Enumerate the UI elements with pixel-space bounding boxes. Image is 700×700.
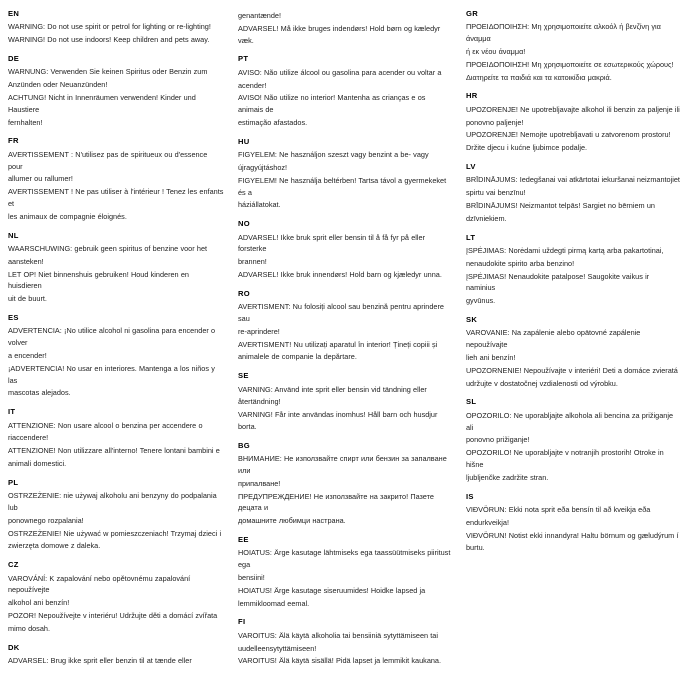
language-code: LV [466, 162, 476, 171]
language-code: EN [8, 9, 20, 18]
warning-line: VARNING! Får inte användas inomhus! Håll barn och husdjur borta. [238, 410, 438, 432]
warning-line: ADVARSEL! Ikke bruk innendørs! Hold barn og kjæledyr unna. [238, 270, 442, 280]
language-entry [238, 372, 452, 433]
warning-line: AVERTISMENT! Nu utilizați aparatul în interior! Țineți copiii și [238, 339, 438, 349]
language-code: SK [466, 315, 478, 324]
warning-line: OSTRZEŻENIE! Nie używać w pomieszczeniach! Trzymaj dzieci i [8, 528, 222, 538]
warning-line: ponovno paljenje! [466, 117, 524, 127]
language-code: ES [8, 313, 19, 322]
language-code: RO [238, 288, 250, 298]
warning-line: brannen! [238, 257, 267, 267]
language-entry [466, 92, 680, 154]
warning-line: FIGYELEM: Ne használjon szeszt vagy benzint a be- vagy [238, 150, 429, 160]
warning-line: ADVERTENCIA: ¡No utilice alcohol ni gasolina para encender o volver [8, 326, 216, 348]
language-code: IT [8, 407, 16, 417]
language-entry [466, 316, 680, 389]
warning-line: nenaudokite spirito arba benzino! [466, 258, 575, 268]
warning-line: Διατηρείτε τα παιδιά και τα κατοικίδια μακριά. [466, 72, 612, 82]
language-code: FR [8, 136, 19, 146]
language-entry [466, 493, 680, 555]
warning-line: aansteken! [8, 256, 44, 266]
warning-line: mimo dosah. [8, 623, 50, 633]
language-code: CZ [8, 560, 19, 570]
warning-line: ΠΡΟΕΙΔΟΠΟΙΗΣΗ: Μη χρησιμοποιείτε αλκοόλ ή βενζίνη για άναμμα [466, 22, 661, 44]
warning-line: Anzünden oder Neuanzünden! [8, 80, 108, 90]
language-column-2 [236, 10, 464, 676]
warning-line: AVERTISSEMENT : N'utilisez pas de spiritueux ou d'essence pour [8, 149, 208, 171]
language-entry [238, 290, 452, 363]
warning-line: lemmikloomad eemal. [238, 598, 310, 608]
language-code: PL [8, 477, 19, 487]
warning-line: Držite djecu i kućne ljubimce podalje. [466, 143, 588, 153]
warning-line: POZOR! Nepoužívejte v interiéru! Udržujte děti a domácí zvířata [8, 611, 218, 620]
language-code: LT [466, 232, 476, 242]
warning-line: animali domestici. [8, 459, 67, 468]
warning-line: ADVARSEL! Må ikke bruges indendørs! Hold børn og kæledyr væk. [238, 23, 441, 45]
warning-line: udržujte v dostatočnej vzdialenosti od výrobku. [466, 378, 618, 388]
warning-line: OPOZORILO! Ne uporabljajte v notranjih prostorih! Otroke in hišne [466, 448, 664, 469]
language-entry [8, 137, 224, 222]
warning-line: burtu. [466, 543, 485, 553]
warning-line: ATTENZIONE: Non usare alcool o benzina per accendere o [8, 420, 203, 430]
language-entry [8, 479, 224, 552]
warning-line: újragyújtáshoz! [238, 163, 288, 172]
warning-line: HOIATUS: Ärge kasutage lähtmiseks ega taassüütmiseks piiritust ega [238, 548, 451, 570]
warning-line: animalele de companie la depărtare. [238, 352, 357, 362]
warning-line: zwierzęta domowe z daleka. [8, 541, 101, 551]
warning-line: ponownego rozpalania! [8, 515, 84, 525]
language-code: HU [238, 136, 250, 146]
warning-line: WAARSCHUWING: gebruik geen spiritus of benzine voor het [8, 243, 208, 253]
warning-line: WARNING: Do not use spirit or petrol for lighting or re-lighting! [8, 22, 211, 32]
warning-line: les animaux de compagnie éloignés. [8, 211, 127, 221]
language-entry [466, 398, 680, 483]
warning-line: припалване! [238, 478, 281, 488]
warning-line: VIÐVÖRUN: Ekki nota sprit eða bensín til að kveikja eða [466, 504, 651, 514]
warning-line: ĮSPĖJIMAS: Norėdami uždegti pirmą kartą arba pakartotinai, [466, 245, 664, 255]
language-code: NO [238, 219, 250, 229]
warning-line: WARNUNG: Verwenden Sie keinen Spiritus oder Benzin zum [8, 67, 208, 77]
warning-line: AVERTISMENT: Nu folosiți alcool sau benzină pentru aprindere sau [238, 302, 444, 323]
warning-line: ĮSPĖJIMAS! Nenaudokite patalpose! Saugokite vaikus ir naminius [466, 271, 650, 293]
warning-line: ljubljenčke zadržite stran. [466, 472, 549, 482]
language-entry [8, 561, 224, 634]
warning-line: ATTENZIONE! Non utilizzare all'interno! Tenere lontani bambini e [8, 446, 220, 456]
language-entry [238, 138, 452, 211]
warning-line: genantænde! [238, 11, 282, 20]
warning-line: HOIATUS! Ärge kasutage siseruumides! Hoidke lapsed ja [238, 585, 426, 595]
warning-line: ponovno prižiganje! [466, 435, 530, 445]
language-entry [466, 10, 680, 83]
language-entry-continuation [238, 10, 452, 46]
language-entry [238, 618, 452, 667]
warning-line: ВНИМАНИЕ: Не използвайте спирт или бензин за запалване или [238, 454, 447, 475]
warning-line: allumer ou rallumer! [8, 174, 73, 184]
language-code: FI [238, 617, 246, 627]
warning-line: lieh ani benzín! [466, 352, 516, 362]
warning-line: ή εκ νέου άναμμα! [466, 46, 526, 56]
warning-line: ADVARSEL: Brug ikke sprit eller benzin til at tænde eller [8, 655, 192, 665]
language-code: DE [8, 53, 20, 63]
warning-line: ΠΡΟΕΙΔΟΠΟΙΗΣΗ! Μη χρησιμοποιείτε σε εσωτερικούς χώρους! [466, 59, 674, 69]
warning-line: домашните любимци настрана. [238, 516, 346, 526]
warning-line: a encender! [8, 350, 47, 360]
warning-line: estimação afastados. [238, 118, 308, 128]
warning-line: endurkveikja! [466, 517, 509, 527]
warning-line: ПРЕДУПРЕЖДЕНИЕ! Не използвайте на закрито! Пазете децата и [238, 491, 434, 513]
language-entry [238, 55, 452, 128]
language-code: HR [466, 91, 478, 101]
warning-line: acender! [238, 80, 267, 90]
warning-line: AVISO: Não utilize álcool ou gasolina para acender ou voltar a [238, 67, 442, 77]
language-entry [8, 314, 224, 399]
language-entry [8, 232, 224, 305]
language-code: SL [466, 397, 477, 407]
language-code: EE [238, 535, 249, 545]
warning-line: VAROITUS! Älä käytä sisällä! Pidä lapset ja lemmikit kaukana. [238, 656, 442, 666]
warning-line: OPOZORILO: Ne uporabljajte alkohola ali bencina za prižiganje ali [466, 410, 674, 432]
warning-line: ACHTUNG! Nicht in Innenräumen verwenden! Kinder und Haustiere [8, 92, 196, 114]
language-entry [8, 55, 224, 128]
language-code: IS [466, 491, 474, 501]
language-entry [238, 220, 452, 281]
warning-line: UPOZORNENIE! Nepoužívajte v interiéri! Deti a domáce zvieratá [466, 365, 678, 375]
warning-line: UPOZORENJE! Nemojte upotrebljavati u zatvorenom prostoru! [466, 130, 671, 140]
warning-line: VAROVANIE: Na zapálenie alebo opätovné zapálenie nepoužívajte [466, 328, 641, 350]
warning-line: AVERTISSEMENT ! Ne pas utiliser à l'intérieur ! Tenez les enfants et [8, 187, 224, 208]
warning-line: VARNING: Använd inte sprit eller bensin vid tändning eller [238, 384, 427, 394]
warning-line: ADVARSEL! Ikke bruk sprit eller bensin til å få fyr på eller forsterke [238, 232, 425, 254]
warning-line: UPOZORENJE! Ne upotrebljavajte alkohol ili benzin za paljenje ili [466, 104, 680, 114]
language-column-1 [8, 10, 236, 676]
warning-line: fernhalten! [8, 117, 43, 127]
language-code: BG [238, 440, 250, 450]
warning-line: FIGYELEM! Ne használja beltérben! Tartsa távol a gyermekeket és a [238, 175, 447, 197]
language-code: GR [466, 9, 478, 18]
warning-line: AVISO! Não utilize no interior! Mantenha as crianças e os animais de [238, 93, 426, 115]
language-entry [8, 644, 224, 667]
warning-line: bensiini! [238, 573, 265, 583]
warning-line: dzīvniekiem. [466, 213, 507, 223]
language-entry [238, 536, 452, 609]
warning-line: VAROITUS: Älä käytä alkoholia tai bensiiniä sytyttämiseen tai [238, 630, 438, 640]
language-entry [466, 234, 680, 307]
warning-line: BRĪDINĀJUMS! Neizmantot telpās! Sargiet no bērniem un [466, 200, 655, 210]
language-code: PT [238, 54, 249, 64]
warning-line: BRĪDINĀJUMS: Iedegšanai vai atkārtotai iekuršanai neizmantojiet [466, 175, 680, 185]
warning-line: LET OP! Niet binnenshuis gebruiken! Houd kinderen en huisdieren [8, 269, 189, 291]
language-entry [466, 163, 680, 225]
warning-line: WARNING! Do not use indoors! Keep children and pets away. [8, 35, 210, 45]
warning-line: riaccendere! [8, 433, 49, 443]
warning-line: VAROVÁNÍ: K zapalování nebo opětovnému zapalování nepoužívejte [8, 573, 191, 595]
warning-line: återtändning! [238, 397, 281, 407]
warning-line: mascotas alejados. [8, 388, 71, 398]
language-code: DK [8, 642, 20, 652]
warning-line: uudelleensytyttämiseen! [238, 643, 317, 653]
language-entry [8, 408, 224, 470]
warning-line: re-aprindere! [238, 326, 280, 336]
warning-line: gyvūnus. [466, 296, 496, 306]
warning-line: VIÐVÖRUN! Notist ekki innandyra! Haltu börnum og gæludýrum í [466, 530, 679, 540]
warning-line: ¡ADVERTENCIA! No usar en interiores. Mantenga a los niños y las [8, 363, 215, 385]
warning-line: alkohol ani benzín! [8, 598, 70, 608]
warning-line: OSTRZEŻENIE: nie używaj alkoholu ani benzyny do podpalania lub [8, 491, 217, 512]
warning-line: háziállatokat. [238, 200, 281, 210]
warning-line: spirtu vai benzīnu! [466, 188, 526, 198]
language-column-3 [464, 10, 692, 563]
language-entry [8, 10, 224, 46]
language-code: SE [238, 371, 249, 381]
language-code: NL [8, 230, 19, 240]
warning-line: uit de buurt. [8, 294, 47, 304]
language-entry [238, 442, 452, 527]
